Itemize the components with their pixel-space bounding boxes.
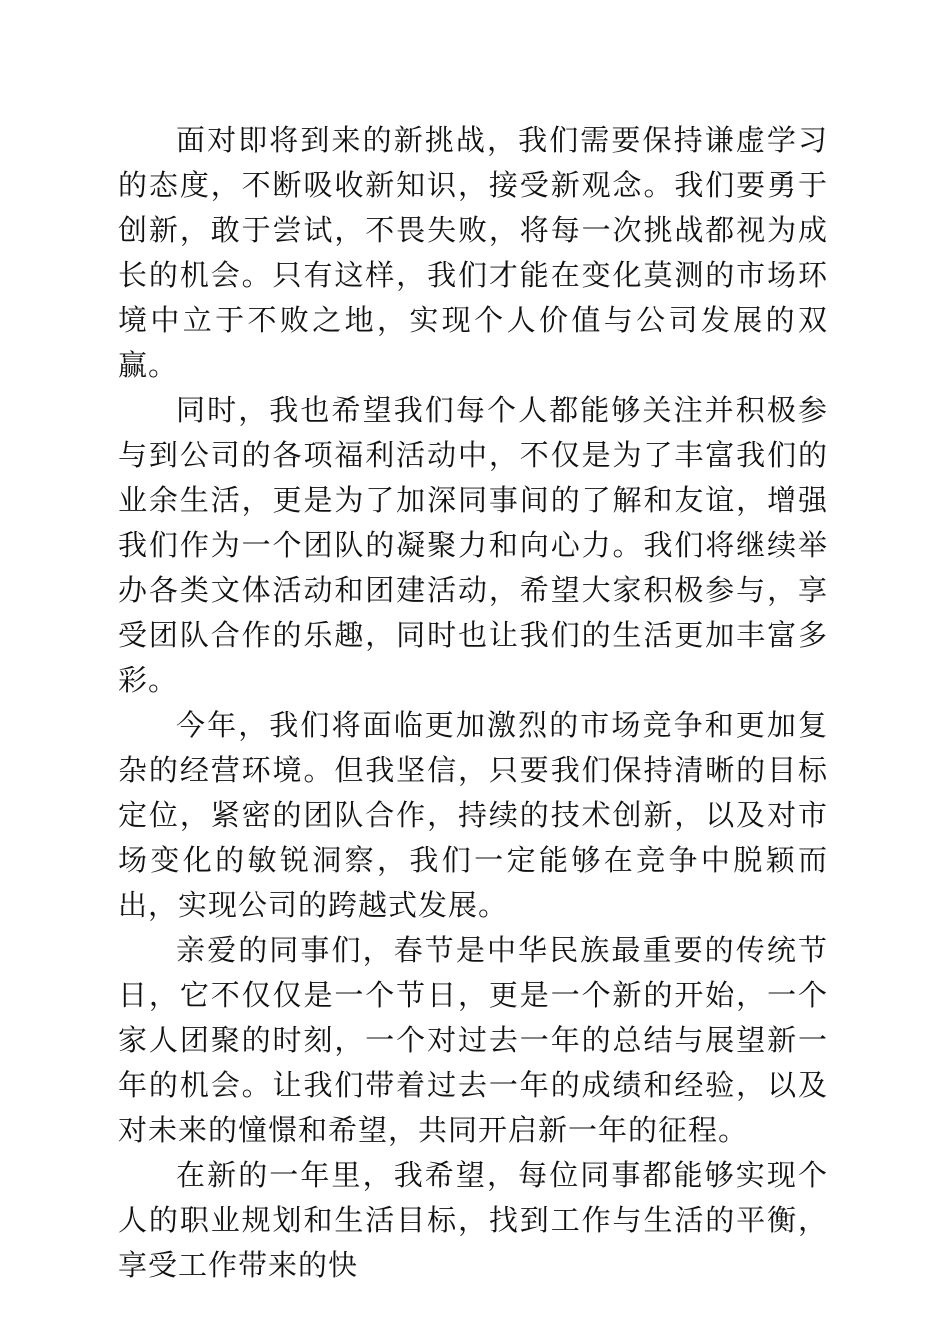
paragraph-welfare-activities: 同时，我也希望我们每个人都能够关注并积极参与到公司的各项福利活动中，不仅是为了丰富我们的业余生活，更是为了加深同事间的了解和友谊，增强我们作为一个团队的凝聚力和向心力。我们将继续举办各类文体活动和团建活动，希望大家积极参与，享受团队合作的乐趣，同时也让我们的生活更加丰富多彩。	[118, 393, 828, 697]
paragraph-market-competition: 今年，我们将面临更加激烈的市场竞争和更加复杂的经营环境。但我坚信，只要我们保持清晰的目标定位，紧密的团队合作，持续的技术创新，以及对市场变化的敏锐洞察，我们一定能够在竞争中脱颖而出，实现公司的跨越式发展。	[118, 708, 828, 922]
paragraph-new-year-wishes: 在新的一年里，我希望，每位同事都能够实现个人的职业规划和生活目标，找到工作与生活的平衡，享受工作带来的快	[118, 1158, 828, 1282]
document-body	[118, 118, 828, 1288]
paragraph-challenges: 面对即将到来的新挑战，我们需要保持谦虚学习的态度，不断吸收新知识，接受新观念。我们要勇于创新，敢于尝试，不畏失败，将每一次挑战都视为成长的机会。只有这样，我们才能在变化莫测的市场环境中立于不败之地，实现个人价值与公司发展的双赢。	[118, 123, 828, 382]
paragraph-spring-festival: 亲爱的同事们，春节是中华民族最重要的传统节日，它不仅仅是一个节日，更是一个新的开始，一个家人团聚的时刻，一个对过去一年的总结与展望新一年的机会。让我们带着过去一年的成绩和经验，以及对未来的憧憬和希望，共同开启新一年的征程。	[118, 933, 828, 1147]
